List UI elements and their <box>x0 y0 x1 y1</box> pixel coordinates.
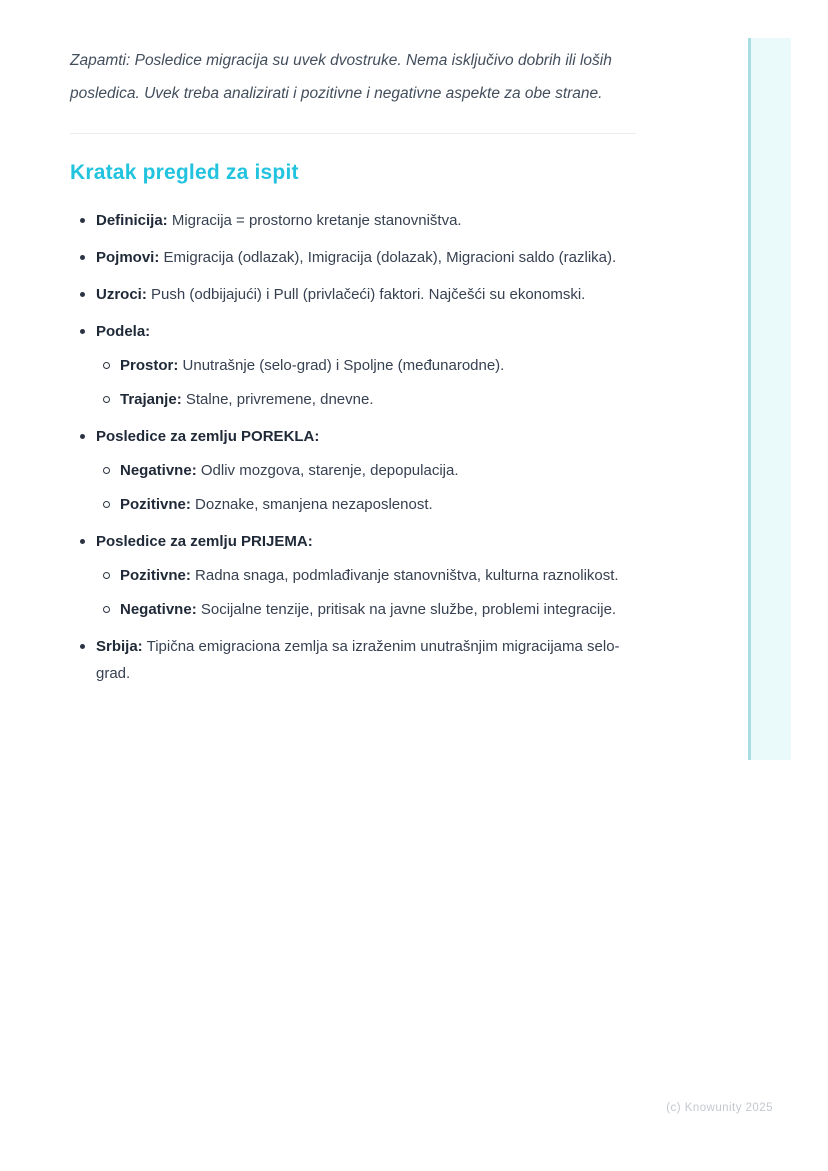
item-text: Push (odbijajući) i Pull (privlačeći) faktori. Najčešći su ekonomski. <box>151 286 586 303</box>
item-text: Tipična emigraciona zemlja sa izraženim unutrašnjim migracijama selo-grad. <box>96 638 620 682</box>
bullet-icon <box>80 329 85 334</box>
item-text: Odliv mozgova, starenje, depopulacija. <box>200 462 459 479</box>
bullet-icon <box>80 644 85 649</box>
section-heading: Kratak pregled za ispit <box>70 161 299 184</box>
item-label: Pozitivne: <box>120 567 191 584</box>
item-text: Stalne, privremene, dnevne. <box>185 391 374 408</box>
sub-list-item <box>96 491 636 518</box>
bullet-icon <box>80 539 85 544</box>
circle-bullet-icon <box>103 501 110 508</box>
bullet-icon <box>80 434 85 439</box>
item-text: Radna snaga, podmlađivanje stanovništva, kulturna raznolikost. <box>195 567 619 584</box>
list-item <box>70 281 636 308</box>
sub-list-item <box>96 596 636 623</box>
item-label: Srbija: <box>96 638 143 655</box>
bullet-icon <box>80 255 85 260</box>
item-label: Podela: <box>96 323 151 340</box>
circle-bullet-icon <box>103 362 110 369</box>
sub-list <box>96 457 636 518</box>
circle-bullet-icon <box>103 396 110 403</box>
item-label: Prostor: <box>120 357 179 374</box>
item-text: Emigracija (odlazak), Imigracija (dolazak), Migracioni saldo (razlika). <box>163 249 617 266</box>
list-item <box>70 318 636 413</box>
list-item <box>70 528 636 623</box>
sub-list-item <box>96 352 636 379</box>
item-label: Trajanje: <box>120 391 182 408</box>
item-label: Definicija: <box>96 212 168 229</box>
item-text: Unutrašnje (selo-grad) i Spoljne (međunarodne). <box>182 357 505 374</box>
list-item <box>70 244 636 271</box>
item-label: Pozitivne: <box>120 496 191 513</box>
item-text: Socijalne tenzije, pritisak na javne službe, problemi integracije. <box>200 601 617 618</box>
summary-list <box>70 207 636 687</box>
bullet-icon <box>80 292 85 297</box>
list-item <box>70 207 636 234</box>
sub-list <box>96 562 636 623</box>
circle-bullet-icon <box>103 572 110 579</box>
item-text: Doznake, smanjena nezaposlenost. <box>195 496 433 513</box>
section-divider <box>70 133 636 134</box>
item-label: Negativne: <box>120 462 197 479</box>
circle-bullet-icon <box>103 467 110 474</box>
sub-list <box>96 352 636 413</box>
content-column <box>70 0 636 697</box>
list-item <box>70 423 636 518</box>
item-label: Negativne: <box>120 601 197 618</box>
item-label: Uzroci: <box>96 286 147 303</box>
circle-bullet-icon <box>103 606 110 613</box>
item-text: Migracija = prostorno kretanje stanovništva. <box>171 212 462 229</box>
reminder-note: Zapamti: Posledice migracija su uvek dvostruke. Nema isključivo dobrih ili loših posledica. Uvek treba analizirati i pozitivne i negativne aspekte za obe strane. <box>70 52 612 102</box>
list-item <box>70 633 636 687</box>
sub-list-item <box>96 562 636 589</box>
item-label: Posledice za zemlju PRIJEMA: <box>96 533 313 550</box>
sub-list-item <box>96 386 636 413</box>
bullet-icon <box>80 218 85 223</box>
item-label: Pojmovi: <box>96 249 160 266</box>
sub-list-item <box>96 457 636 484</box>
side-accent-bar <box>748 38 791 760</box>
footer-credit: (c) Knowunity 2025 <box>666 1102 773 1114</box>
item-label: Posledice za zemlju POREKLA: <box>96 428 320 445</box>
